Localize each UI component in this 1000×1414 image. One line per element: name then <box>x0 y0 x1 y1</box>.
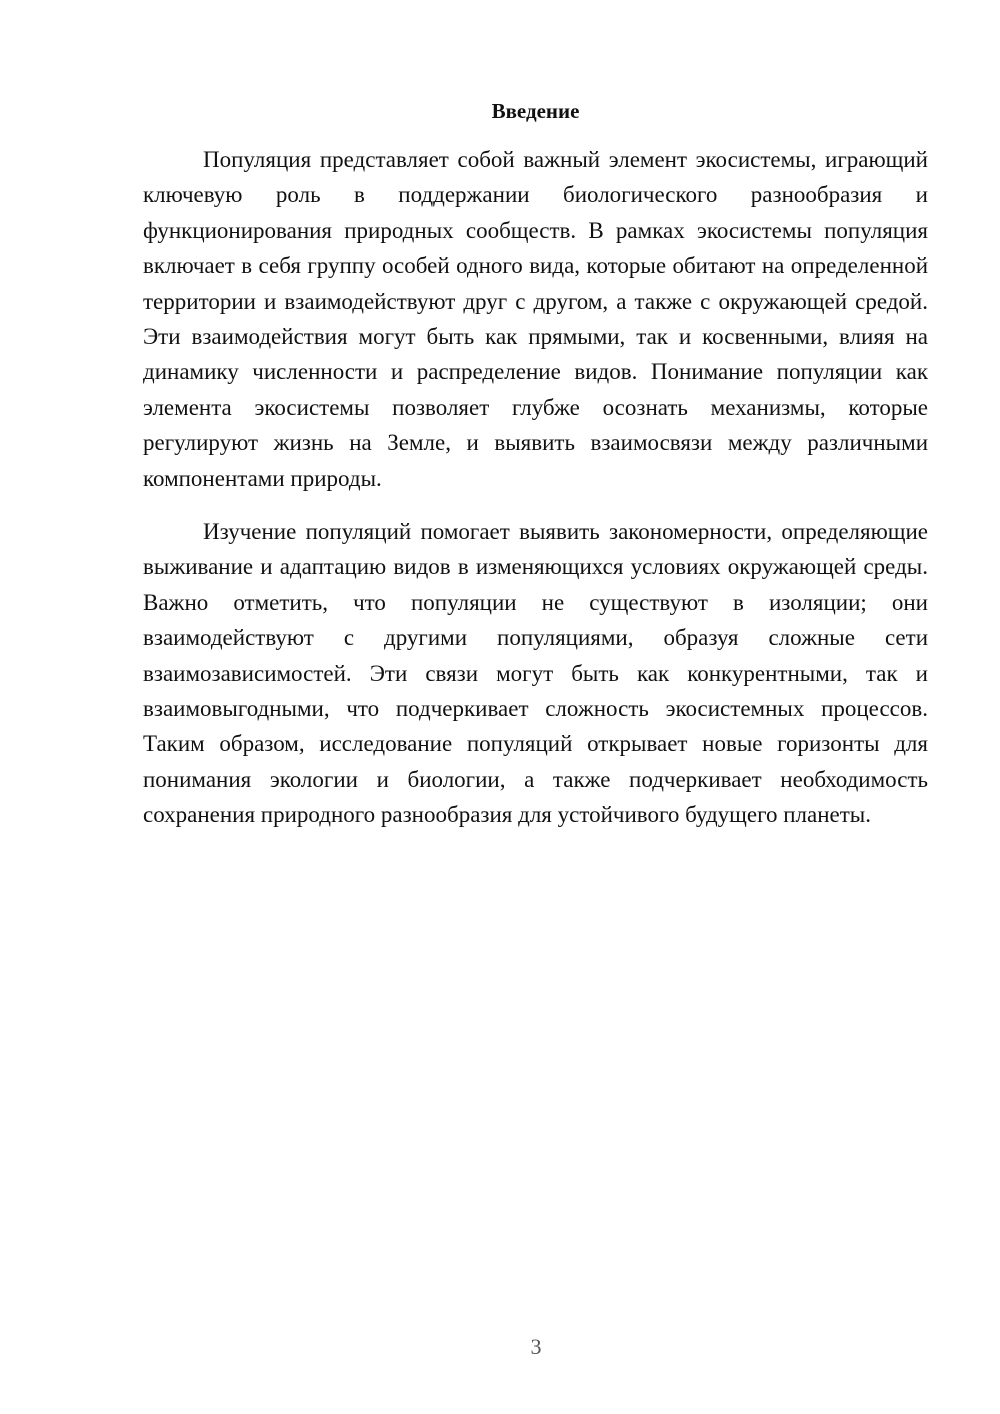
body-paragraph: Изучение популяций помогает выявить закономерности, определяющие выживание и адаптацию видов в изменяющихся условиях окружающей среды. Важно отметить, что популяции не существуют в изоляции; они взаимодействуют с другими популяциями, образуя сложные сети взаимозависимостей. Эти связи могут быть как конкурентными, так и взаимовыгодными, что подчеркивает сложность экосистемных процессов. Таким образом, исследование популяций открывает новые горизонты для понимания экологии и биологии, а также подчеркивает необходимость сохранения природного разнообразия для устойчивого будущего планеты. <box>143 519 928 828</box>
section-heading: Введение <box>491 99 580 123</box>
body-paragraph: Популяция представляет собой важный элемент экосистемы, играющий ключевую роль в поддержании биологического разнообразия и функционирования природных сообществ. В рамках экосистемы популяция включает в себя группу особей одного вида, которые обитают на определенной территории и взаимодействуют друг с другом, а также с окружающей средой. Эти взаимодействия могут быть как прямыми, так и косвенными, влияя на динамику численности и распределение видов. Понимание популяции как элемента экосистемы позволяет глубже осознать механизмы, которые регулируют жизнь на Земле, и выявить взаимосвязи между различными компонентами природы. <box>143 147 928 491</box>
page-number: 3 <box>530 1334 542 1359</box>
